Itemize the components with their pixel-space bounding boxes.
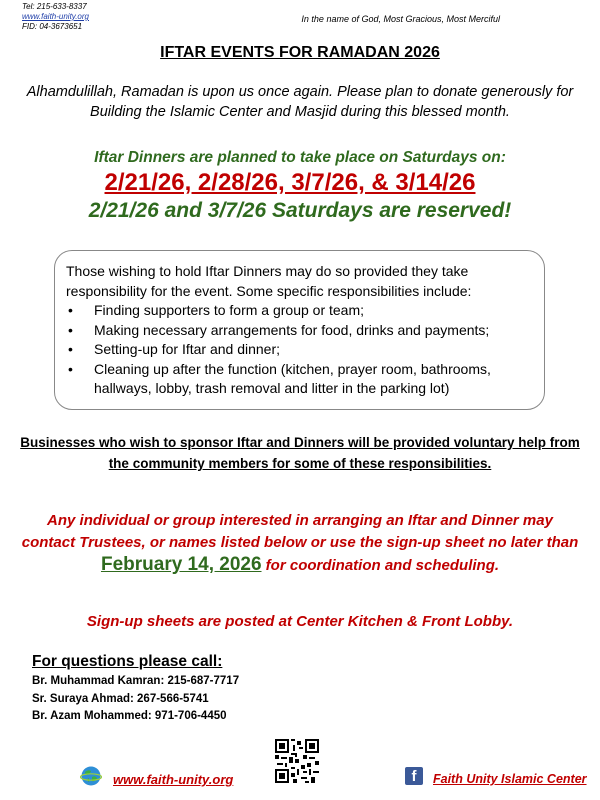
questions-heading: For questions please call: bbox=[32, 653, 223, 670]
contact-person: Sr. Suraya Ahmad: 267-566-5741 bbox=[32, 692, 209, 705]
signup-note: Sign-up sheets are posted at Center Kitchen & Front Lobby. bbox=[86, 613, 514, 630]
contact-trustees-note bbox=[20, 510, 580, 577]
fid-text: FID: 04-3673651 bbox=[22, 22, 83, 31]
business-sponsor-note: Businesses who wish to sponsor Iftar and Dinners will be provided voluntary help from the community members for some of these responsibilities. bbox=[20, 435, 580, 471]
intro-paragraph: Alhamdulillah, Ramadan is upon us once again. Please plan to donate generously for Building the Islamic Center and Masjid during this blessed month. bbox=[26, 84, 574, 120]
globe-icon bbox=[80, 765, 102, 787]
responsibilities-intro: Those wishing to hold Iftar Dinners may do so provided they take responsibility for the event. Some specific responsibilities include: bbox=[66, 263, 472, 299]
footer-website-link[interactable]: www.faith-unity.org bbox=[113, 772, 234, 787]
contact-note-before: Any individual or group interested in arranging an Iftar and Dinner may contact Trustees, or names listed below or use the sign-up sheet no later than bbox=[21, 512, 579, 551]
contact-person: Br. Azam Mohammed: 971-706-4450 bbox=[32, 710, 227, 722]
facebook-icon[interactable]: f bbox=[405, 767, 423, 785]
deadline-date: February 14, 2026 bbox=[100, 554, 262, 575]
tel-text: Tel: 215-633-8337 bbox=[22, 2, 87, 11]
page-title: IFTAR EVENTS FOR RAMADAN 2026 bbox=[160, 44, 440, 61]
bismillah bbox=[0, 14, 580, 24]
bismillah-text: In the name of God, Most Gracious, Most Merciful bbox=[301, 14, 500, 24]
header-website-link[interactable]: www.faith-unity.org bbox=[22, 12, 89, 21]
contact-people bbox=[32, 673, 239, 726]
contact-person: Br. Muhammad Kamran: 215-687-7717 bbox=[32, 675, 240, 687]
list-item: • Setting-up for Iftar and dinner; bbox=[66, 340, 536, 360]
reserved-dates: 2/21/26 and 3/7/26 Saturdays are reserved! bbox=[88, 199, 512, 222]
iftar-lead-text: Iftar Dinners are planned to take place on Saturdays on: bbox=[94, 149, 506, 166]
list-item: • Cleaning up after the function (kitchen, prayer room, bathrooms, hallways, lobby, trash removal and litter in the parking lot) bbox=[66, 360, 536, 399]
facebook-page-link[interactable]: Faith Unity Islamic Center bbox=[433, 772, 587, 786]
list-item: • Finding supporters to form a group or team; bbox=[66, 301, 536, 321]
iftar-dates: 2/21/26, 2/28/26, 3/7/26, & 3/14/26 bbox=[104, 169, 476, 196]
qr-code-icon[interactable] bbox=[273, 737, 321, 785]
contact-note-after: for coordination and scheduling. bbox=[261, 557, 500, 574]
responsibilities-list bbox=[66, 301, 536, 399]
list-item: • Making necessary arrangements for food, drinks and payments; bbox=[66, 321, 536, 341]
responsibilities-content bbox=[66, 262, 536, 399]
